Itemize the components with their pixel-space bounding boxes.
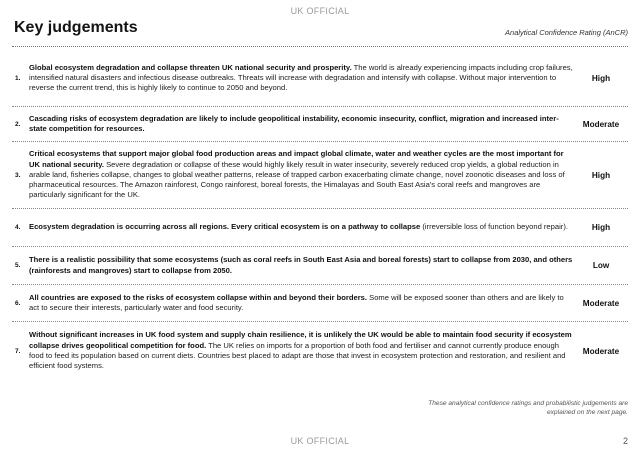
- judgement-text: [29, 114, 574, 135]
- confidence-rating: Low: [592, 261, 610, 270]
- confidence-rating: High: [591, 223, 611, 232]
- judgement-detail: The world is already experiencing impacts including crop failures, intensified natural disasters and infectious disease outbreaks. Threats will increase with degradation and intensify with collapse. Without major intervention to reverse the current trend, this is highly likely to continue to 2050 and beyond.: [29, 62, 573, 93]
- judgement-detail: Some will be exposed sooner than others and are likely to act to secure their interests, particularly water and food security.: [29, 292, 564, 312]
- security-marking-top: UK OFFICIAL: [290, 6, 350, 16]
- judgement-text: [29, 255, 574, 276]
- confidence-rating: Moderate: [582, 298, 620, 308]
- page-title: Key judgements: [14, 19, 138, 36]
- judgement-row-5: [12, 247, 628, 285]
- judgement-number: 2.: [15, 120, 21, 128]
- judgement-detail: The UK relies on imports for a proportion of both food and fertiliser and cannot currently produce enough food to feed its population based on current diets. Countries best placed to adapt are those that invest in ecosystem protection and restoration, and resilient and efficient food systems.: [29, 340, 566, 371]
- confidence-rating: High: [591, 170, 611, 180]
- judgement-headline: There is a realistic possibility that some ecosystems (such as coral reefs in South East Asia and boreal forests) start to collapse from 2030, and others (rainforests and mangroves) start to collapse from 2050.: [29, 255, 573, 275]
- judgement-number: 4.: [15, 224, 21, 231]
- judgement-number: 7.: [15, 347, 21, 355]
- judgement-text: [29, 330, 574, 371]
- judgement-headline: All countries are exposed to the risks of ecosystem collapse within and beyond their borders.: [29, 292, 368, 302]
- judgement-row-3: [12, 142, 628, 209]
- judgement-number: 5.: [15, 262, 21, 269]
- judgement-headline: Ecosystem degradation is occurring across all regions. Every critical ecosystem is on a pathway to collapse: [29, 222, 421, 232]
- confidence-footnote: These analytical confidence ratings and probabilistic judgements are explained on the next page.: [428, 400, 628, 416]
- judgement-text: [29, 149, 574, 200]
- confidence-rating: High: [591, 73, 611, 83]
- judgement-text: [29, 293, 574, 314]
- judgement-detail: Severe degradation or collapse of these would highly likely result in water insecurity, severely reduced crop yields, a global reduction in arable land, fisheries collapse, changes to global weather patterns, release of trapped carbon exacerbating climate change, novel zoonotic diseases and loss of pharmaceutical resources. The Amazon rainforest, Congo rainforest, boreal forests, the Himalayas and South East Asia's coral reefs and mangroves are particularly significant for the UK.: [29, 159, 565, 200]
- judgement-row-4: [12, 209, 628, 247]
- judgement-headline: Cascading risks of ecosystem degradation are likely to include geopolitical instability, economic insecurity, conflict, migration and increased inter-state competition for resources.: [29, 113, 559, 133]
- security-marking-bottom: UK OFFICIAL: [290, 436, 350, 446]
- page-number: 2: [622, 436, 628, 446]
- judgement-row-7: [12, 322, 628, 380]
- judgement-number: 1.: [15, 74, 21, 82]
- confidence-rating: Moderate: [582, 119, 620, 129]
- judgement-headline: Global ecosystem degradation and collapse threaten UK national security and prosperity.: [29, 62, 352, 72]
- judgement-row-2: [12, 107, 628, 142]
- key-judgements-list: [12, 50, 628, 380]
- judgement-number: 6.: [15, 299, 21, 307]
- judgement-detail: (irreversible loss of function beyond repair).: [420, 222, 568, 232]
- judgement-text: [29, 222, 574, 232]
- judgement-headline: Without significant increases in UK food system and supply chain resilience, it is unlikely the UK would be able to maintain food security if ecosystem collapse drives geopolitical competition for food.: [29, 330, 572, 350]
- title-divider: [12, 46, 628, 47]
- judgement-row-1: [12, 50, 628, 107]
- judgement-headline: Critical ecosystems that support major global food production areas and impact global climate, water and weather cycles are the most important for UK national security.: [29, 149, 564, 169]
- judgement-row-6: [12, 285, 628, 322]
- judgement-number: 3.: [15, 171, 21, 179]
- confidence-rating: Moderate: [582, 346, 620, 356]
- confidence-rating-header: Analytical Confidence Rating (AnCR): [505, 28, 628, 37]
- judgement-text: [29, 63, 574, 94]
